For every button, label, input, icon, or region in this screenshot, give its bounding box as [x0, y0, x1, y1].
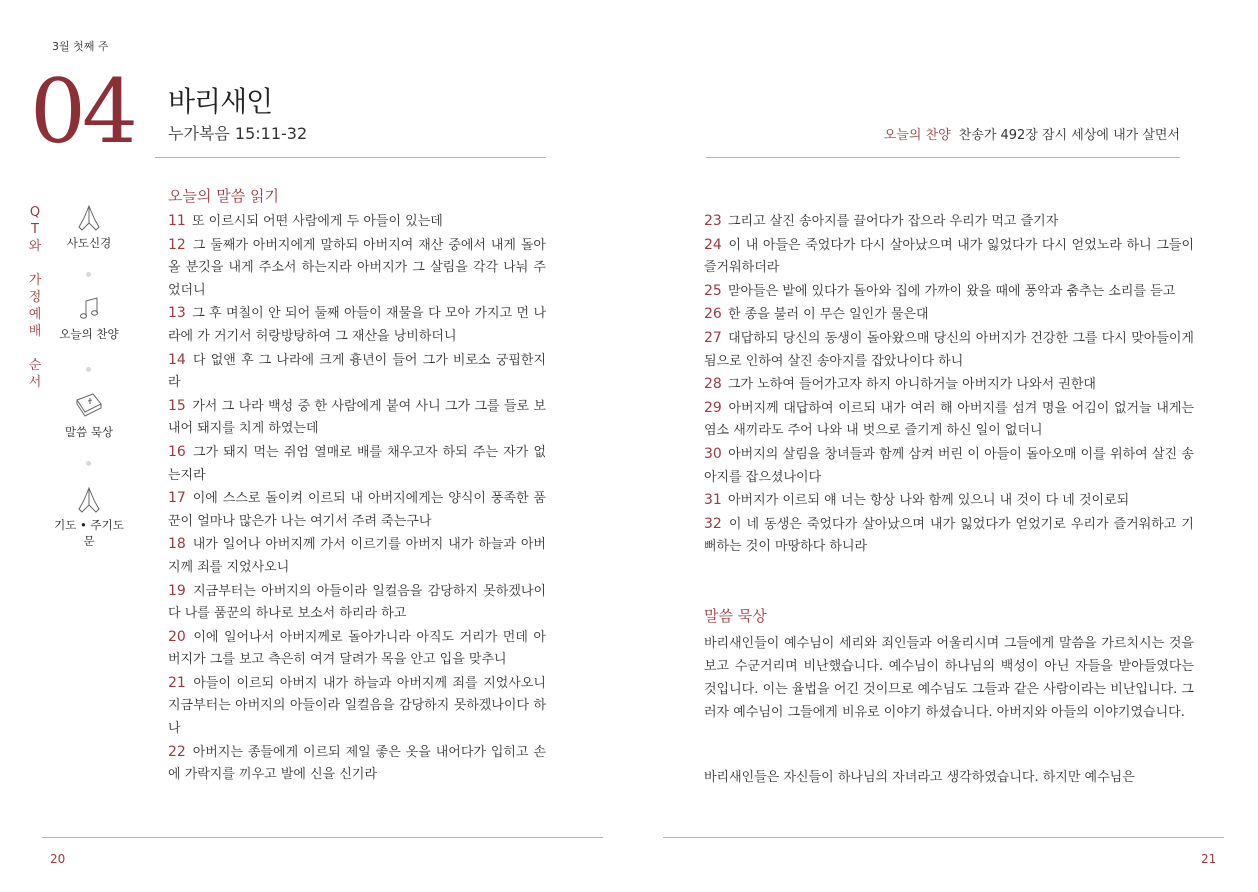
- sidebar-dot: [86, 367, 91, 372]
- verse-text: 지금부터는 아버지의 아들이라 일컬음을 감당하지 못하겠나이다 나를 품꾼의 하나로 보소서 하리라 하고: [168, 583, 546, 622]
- verse: [168, 395, 546, 441]
- verse: [168, 441, 546, 487]
- verse-number: 22: [168, 743, 186, 760]
- vtitle-char: 서: [28, 375, 42, 390]
- verse-text: 이 내 아들은 죽었다가 다시 살아났으며 내가 잃었다가 다시 얻었노라 하니 그들이 즐거워하더라: [704, 237, 1194, 276]
- verse: [168, 349, 546, 395]
- verse-text: 이에 스스로 돌이켜 이르되 내 아버지에게는 양식이 풍족한 품꾼이 얼마나 많은가 나는 여기서 주려 죽는구나: [168, 491, 546, 529]
- page-title: 바리새인: [168, 85, 273, 118]
- verse-text: 또 이르시되 어떤 사람에게 두 아들이 있는데: [191, 214, 443, 229]
- verse-number: 29: [704, 399, 722, 416]
- praying-hands-icon: [74, 485, 104, 515]
- sidebar-item-label: 오늘의 찬양: [59, 327, 119, 341]
- sidebar-dot: [86, 272, 91, 277]
- vtitle-char: 와: [28, 239, 42, 254]
- sidebar-item-meditation: [50, 390, 128, 440]
- vtitle-char: 순: [28, 358, 42, 373]
- vtitle-char: [28, 340, 42, 357]
- verse-number: 21: [168, 674, 186, 691]
- verse-text: 가서 그 나라 백성 중 한 사람에게 붙여 사니 그가 그를 들로 보내어 돼지를 치게 하였는데: [168, 398, 546, 437]
- verse-text: 그가 노하여 들어가고자 하지 아니하거늘 아버지가 나와서 권한대: [727, 377, 1096, 393]
- verse-number: 15: [168, 397, 186, 414]
- meditation-paragraph-2: 바리새인들은 자신들이 하나님의 자녀라고 생각하였습니다. 하지만 예수님은: [704, 770, 1135, 785]
- verse: [704, 373, 1194, 397]
- verse-number: 23: [704, 213, 722, 229]
- praise-song: 찬송가 492장 잠시 세상에 내가 살면서: [958, 128, 1180, 143]
- praying-hands-icon: [74, 203, 104, 233]
- verse-number: 17: [168, 490, 186, 507]
- verse-number: 14: [168, 351, 186, 368]
- todays-praise: [884, 124, 1180, 143]
- vtitle-char: Q: [29, 205, 41, 220]
- verse-text: 한 종을 불러 이 무슨 일인가 물은대: [727, 307, 929, 323]
- verse-number: 31: [704, 492, 722, 509]
- verse-number: 28: [704, 376, 722, 393]
- sidebar-item-prayer: [50, 485, 128, 549]
- verse: [704, 489, 1194, 513]
- sidebar-item-praise: [50, 296, 128, 342]
- bible-icon: [73, 390, 105, 422]
- verse-text: 아들이 이르되 아버지 내가 하늘과 아버지께 죄를 지었사오니 지금부터는 아버지의 아들이라 일컬음을 감당하지 못하겠나이다 하나: [168, 675, 546, 737]
- verse-number: 18: [168, 536, 186, 553]
- verse-text: 그 둘째가 아버지에게 말하되 아버지여 재산 중에서 내게 돌아올 분깃을 내게 주소서 하는지라 아버지가 그 살림을 각각 나눠 주었더니: [168, 237, 546, 298]
- verse-text: 아버지는 종들에게 이르되 제일 좋은 옷을 내어다가 입히고 손에 가락지를 끼우고 발에 신을 신기라: [168, 744, 546, 783]
- vtitle-char: [28, 255, 42, 272]
- verse-number: 13: [168, 305, 186, 322]
- vertical-section-title: [28, 204, 42, 391]
- verses-right: [704, 210, 1194, 559]
- header-rule-left: [155, 157, 546, 158]
- verse-text: 아버지께 대답하여 이르되 내가 여러 해 아버지를 섬겨 명을 어김이 없거늘 내게는 염소 새끼라도 주어 나와 내 벗으로 즐기게 하신 일이 없더니: [704, 400, 1194, 439]
- vtitle-char: 배: [28, 324, 42, 339]
- verse: [704, 234, 1194, 280]
- verse-text: 그가 돼지 먹는 쥐엄 열매로 배를 채우고자 하되 주는 자가 없는지라: [168, 444, 546, 483]
- sidebar-item-label: 사도신경: [66, 236, 112, 250]
- verse-number: 25: [704, 282, 722, 299]
- verse-text: 아버지의 살림을 창녀들과 함께 삼켜 버린 이 아들이 돌아오매 이를 위하여 살진 송아지를 잡으셨나이다: [704, 446, 1194, 485]
- verse-number: 24: [704, 236, 722, 253]
- page-number-right: 21: [1201, 852, 1217, 866]
- verse: [168, 210, 546, 234]
- verse-number: 27: [704, 329, 722, 346]
- verse: [168, 234, 546, 303]
- scripture-passage: 누가복음 15:11-32: [168, 124, 308, 143]
- music-note-icon: [74, 296, 104, 324]
- verse: [168, 487, 546, 533]
- sidebar-dot: [86, 461, 91, 466]
- verse-number: 30: [704, 445, 722, 462]
- reading-heading: 오늘의 말씀 읽기: [168, 187, 279, 205]
- verse: [704, 303, 1194, 327]
- vtitle-char: 예: [28, 307, 42, 322]
- verse-number: 11: [168, 213, 186, 229]
- sidebar-item-label: 말씀 묵상: [64, 425, 114, 439]
- verse-text: 대답하되 당신의 동생이 돌아왔으매 당신의 아버지가 건강한 그를 다시 맞아들이게 됨으로 인하여 살진 송아지를 잡았나이다 하니: [704, 330, 1194, 369]
- verse: [704, 443, 1194, 489]
- verse: [168, 741, 546, 787]
- lesson-number: 04: [30, 60, 134, 163]
- verse-text: 내가 일어나 아버지께 가서 이르기를 아버지 내가 하늘과 아버지께 죄를 지었사오니: [168, 537, 546, 575]
- verse-text: 이 네 동생은 죽었다가 살아났으며 내가 잃었다가 얻었기로 우리가 즐거워하고 기뻐하는 것이 마땅하다 하니라: [704, 516, 1194, 555]
- verse-text: 다 없앤 후 그 나라에 크게 흉년이 들어 그가 비로소 궁핍한지라: [168, 352, 546, 391]
- verses-left: [168, 210, 546, 787]
- verse-number: 19: [168, 582, 186, 599]
- vtitle-char: 가: [28, 273, 42, 288]
- verse-text: 그 후 며칠이 안 되어 둘째 아들이 재물을 다 모아 가지고 먼 나라에 가 거기서 허랑방탕하여 그 재산을 낭비하더니: [168, 306, 546, 344]
- verse: [168, 672, 546, 741]
- verse-text: 맏아들은 밭에 있다가 돌아와 집에 가까이 왔을 때에 풍악과 춤추는 소리를 듣고: [727, 283, 1176, 299]
- verse: [704, 327, 1194, 373]
- meditation-paragraph-1: 바리새인들이 예수님이 세리와 죄인들과 어울리시며 그들에게 말씀을 가르치시는 것을 보고 수군거리며 비난했습니다. 예수님이 하나님의 백성이 아닌 자들을 받아들였다는 것입니다. 이는 율법을 어긴 것이므로 예수님도 그들과 같은 사람이라는 비난입니다. 그러자 예수님이 그들에게 비유로 이야기 하셨습니다. 아버지와 아들의 이야기였습니다.: [704, 636, 1194, 720]
- page-number-left: 20: [50, 852, 66, 866]
- verse: [168, 626, 546, 672]
- verse-text: 그리고 살진 송아지를 끌어다가 잡으라 우리가 먹고 즐기자: [727, 214, 1059, 229]
- meditation-heading: 말씀 묵상: [704, 607, 767, 625]
- verse: [704, 280, 1194, 304]
- header-rule-right: [706, 157, 1180, 158]
- verse-number: 32: [704, 515, 722, 532]
- verse-text: 아버지가 이르되 얘 너는 항상 나와 함께 있으니 내 것이 다 네 것이로되: [727, 493, 1130, 509]
- footer-rule-right: [663, 837, 1224, 838]
- vtitle-char: 정: [28, 290, 42, 305]
- verse: [704, 397, 1194, 443]
- week-label: 3월 첫째 주: [52, 40, 109, 53]
- verse-number: 16: [168, 443, 186, 460]
- verse-number: 12: [168, 236, 186, 253]
- verse: [168, 302, 546, 348]
- vtitle-char: T: [31, 222, 39, 237]
- verse-number: 26: [704, 306, 722, 323]
- verse: [704, 513, 1194, 559]
- verse: [704, 210, 1194, 234]
- praise-label: 오늘의 찬양: [883, 128, 951, 143]
- verse: [168, 580, 546, 626]
- sidebar-item-creed: [50, 203, 128, 251]
- verse: [168, 533, 546, 579]
- sidebar-item-label: 기도 • 주기도문: [54, 518, 124, 548]
- verse-number: 20: [168, 628, 186, 645]
- footer-rule-left: [42, 837, 603, 838]
- verse-text: 이에 일어나서 아버지께로 돌아가니라 아직도 거리가 먼데 아버지가 그를 보고 측은히 여겨 달려가 목을 안고 입을 맞추니: [168, 629, 546, 668]
